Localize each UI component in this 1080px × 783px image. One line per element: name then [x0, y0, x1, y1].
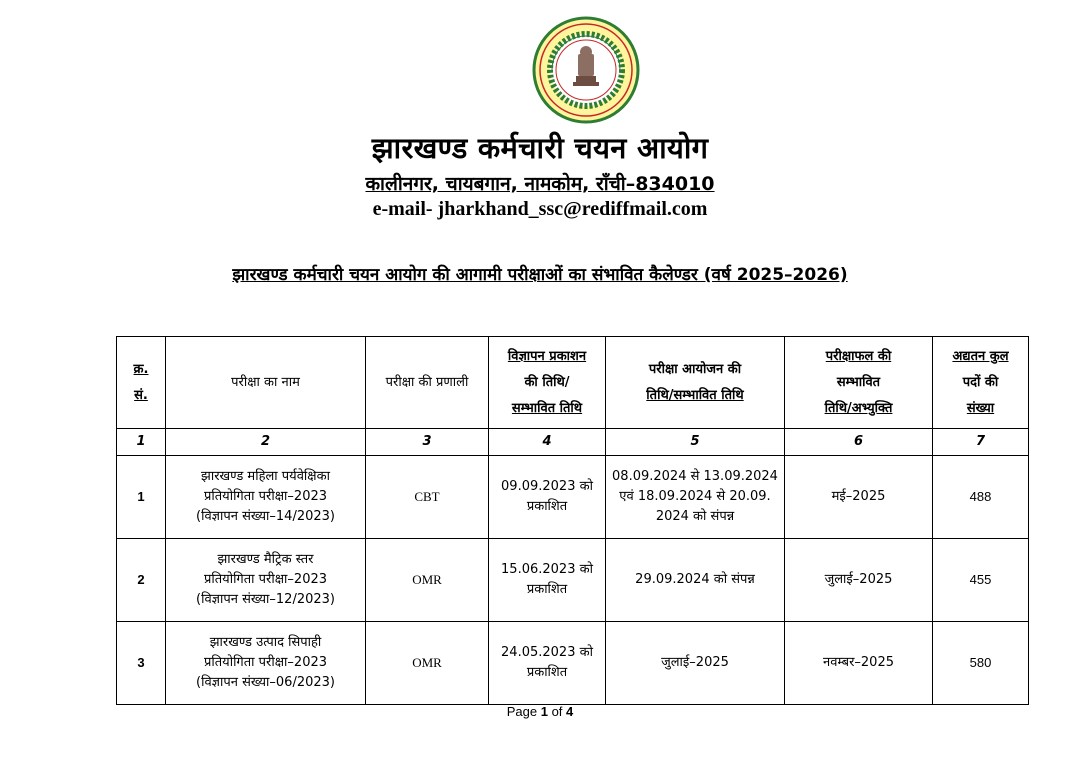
total-posts: 580 [933, 622, 1029, 705]
table-row [117, 456, 1029, 539]
exam-name: झारखण्ड मैट्रिक स्तर प्रतियोगिता परीक्षा–2023 (विज्ञापन संख्या–12/2023) [166, 539, 366, 622]
serial-number: 2 [117, 539, 166, 622]
serial-number: 1 [117, 456, 166, 539]
organization-name: झारखण्ड कर्मचारी चयन आयोग [371, 131, 709, 165]
result-date: मई–2025 [785, 456, 933, 539]
page-number: Page 1 of 4 [506, 704, 574, 719]
header-result-date: परीक्षाफल की सम्भावित तिथि/अभ्युक्ति [785, 337, 933, 429]
header-advt-date: विज्ञापन प्रकाशन की तिथि/ सम्भावित तिथि [489, 337, 606, 429]
header-exam-date: परीक्षा आयोजन की तिथि/सम्भावित तिथि [606, 337, 785, 429]
address-text: कालीनगर, चायबगान, नामकोम, राँची–834010 [365, 173, 715, 195]
column-number: 7 [933, 429, 1029, 456]
advt-date: 24.05.2023 को प्रकाशित [489, 622, 606, 705]
total-posts: 455 [933, 539, 1029, 622]
jharkhand-seal-icon [532, 16, 640, 124]
column-number-row [117, 429, 1029, 456]
total-posts: 488 [933, 456, 1029, 539]
header-serial: क्र. सं. [117, 337, 166, 429]
table-row [117, 539, 1029, 622]
advt-date: 15.06.2023 को प्रकाशित [489, 539, 606, 622]
advt-date: 09.09.2023 को प्रकाशित [489, 456, 606, 539]
column-number: 4 [489, 429, 606, 456]
table-header-row [117, 337, 1029, 429]
exam-calendar-table [116, 336, 1029, 705]
exam-mode: OMR [366, 622, 489, 705]
column-number: 2 [166, 429, 366, 456]
organization-address [0, 170, 1080, 196]
exam-date: जुलाई–2025 [606, 622, 785, 705]
calendar-heading [0, 262, 1080, 285]
result-date: नवम्बर–2025 [785, 622, 933, 705]
exam-name: झारखण्ड उत्पाद सिपाही प्रतियोगिता परीक्षा–2023 (विज्ञापन संख्या–06/2023) [166, 622, 366, 705]
table-row [117, 622, 1029, 705]
header-total-posts: अद्यतन कुल पदों की संख्या [933, 337, 1029, 429]
header-exam-name: परीक्षा का नाम [166, 337, 366, 429]
header-exam-mode: परीक्षा की प्रणाली [366, 337, 489, 429]
exam-mode: OMR [366, 539, 489, 622]
exam-date: 29.09.2024 को संपन्न [606, 539, 785, 622]
organization-email: e-mail- jharkhand_ssc@rediffmail.com [372, 198, 708, 220]
serial-number: 3 [117, 622, 166, 705]
column-number: 6 [785, 429, 933, 456]
exam-mode: CBT [366, 456, 489, 539]
column-number: 5 [606, 429, 785, 456]
exam-name: झारखण्ड महिला पर्यवेक्षिका प्रतियोगिता परीक्षा–2023 (विज्ञापन संख्या–14/2023) [166, 456, 366, 539]
column-number: 3 [366, 429, 489, 456]
result-date: जुलाई–2025 [785, 539, 933, 622]
exam-date: 08.09.2024 से 13.09.2024 एवं 18.09.2024 से 20.09. 2024 को संपन्न [606, 456, 785, 539]
column-number: 1 [117, 429, 166, 456]
calendar-heading-text: झारखण्ड कर्मचारी चयन आयोग की आगामी परीक्षाओं का संभावित कैलेण्डर (वर्ष 2025–2026) [232, 265, 848, 285]
